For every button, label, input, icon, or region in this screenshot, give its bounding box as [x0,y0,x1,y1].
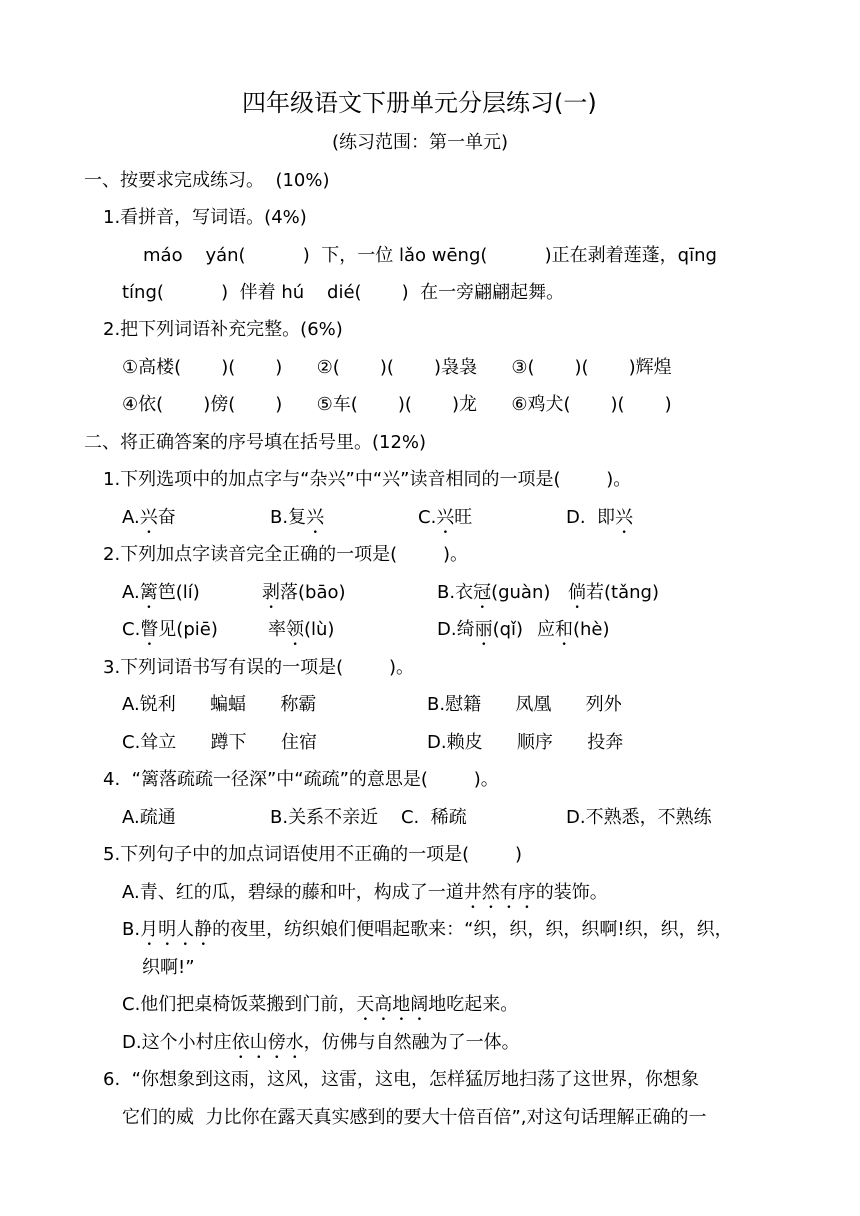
q2-3-stem: 3.下列词语书写有误的一项是( )。 [103,657,414,678]
q2-5-option-a: A.青、红的瓜，碧绿的藤和叶，构成了一道井然有序的装饰。 [122,882,608,903]
q2-1-option-c: C.兴旺 [418,507,473,528]
page-subtitle: (练习范围：第一单元) [332,132,509,153]
q2-3-option-b: B.慰籍 凤凰 列外 [427,694,622,715]
q2-5-option-b-cont: 织啊!” [142,957,195,978]
q1-2-line1: ①高楼( )( ) ②( )( )袅袅 ③( )( )辉煌 [122,357,672,378]
q2-2-stem: 2.下列加点字读音完全正确的一项是( )。 [103,544,468,565]
q1-1-stem: 1.看拼音，写词语。(4%) [103,207,307,228]
q1-2-line2: ④依( )傍( ) ⑤车( )( )龙 ⑥鸡犬( )( ) [122,394,672,415]
q2-5-option-b: B.月明人静的夜里，纺织娘们便唱起歌来：“织，织，织，织啊!织，织，织， [122,919,733,940]
q2-2-option-b1: B.衣冠(guàn) [437,582,551,603]
q2-3-option-a: A.锐利 蝙蝠 称霸 [122,694,317,715]
q2-3-option-c: C.耸立 蹲下 住宿 [122,732,317,753]
q2-4-option-a: A.疏通 [122,807,176,828]
section-1-heading: 一、按要求完成练习。 (10%) [84,170,330,191]
q1-1-line2: tíng( ) 伴着 hú dié( ) 在一旁翩翩起舞。 [122,282,565,303]
q2-2-option-a2: 剥落(bāo) [262,582,346,603]
q2-2-option-c1: C.瞥见(piē) [122,619,218,640]
q2-1-option-b: B.复兴 [270,507,325,528]
q1-1-line1: máo yán( ) 下，一位 lǎo wēng( )正在剥着莲蓬，qīng [143,245,717,266]
q2-3-option-d: D.赖皮 顺序 投奔 [427,732,624,753]
q2-1-option-a: A.兴奋 [122,507,176,528]
q2-2-option-b2: 倘若(tǎng) [568,582,659,603]
q2-2-option-d2: 应和(hè) [537,619,610,640]
q2-5-option-c: C.他们把桌椅饭菜搬到门前，天高地阔地吃起来。 [122,994,519,1015]
section-2-heading: 二、将正确答案的序号填在括号里。(12%) [84,432,427,453]
q2-6-line1: 6. “你想象到这雨，这风，这雷，这电，怎样猛厉地扫荡了这世界，你想象 [103,1069,699,1090]
q2-2-option-d1: D.绮丽(qǐ) [437,619,524,640]
q2-4-option-bc: B.关系不亲近 C. 稀疏 [270,807,467,828]
q2-2-option-c2: 率领(lù) [268,619,335,640]
q2-4-stem: 4. “篱落疏疏一径深”中“疏疏”的意思是( )。 [103,769,499,790]
q2-2-option-a1: A.篱笆(lí) [122,582,200,603]
q2-5-stem: 5.下列句子中的加点词语使用不正确的一项是( ) [103,844,522,865]
q2-1-stem: 1.下列选项中的加点字与“杂兴”中“兴”读音相同的一项是( )。 [103,469,632,490]
page-title: 四年级语文下册单元分层练习(一) [242,89,597,117]
q1-2-stem: 2.把下列词语补充完整。(6%) [103,319,343,340]
q2-1-option-d: D. 即兴 [566,507,634,528]
q2-5-option-d: D.这个小村庄依山傍水，仿佛与自然融为了一体。 [122,1032,520,1053]
q2-6-line2: 它们的威 力比你在露天真实感到的要大十倍百倍”,对这句话理解正确的一 [122,1107,707,1128]
q2-4-option-d: D.不熟悉，不熟练 [566,807,712,828]
